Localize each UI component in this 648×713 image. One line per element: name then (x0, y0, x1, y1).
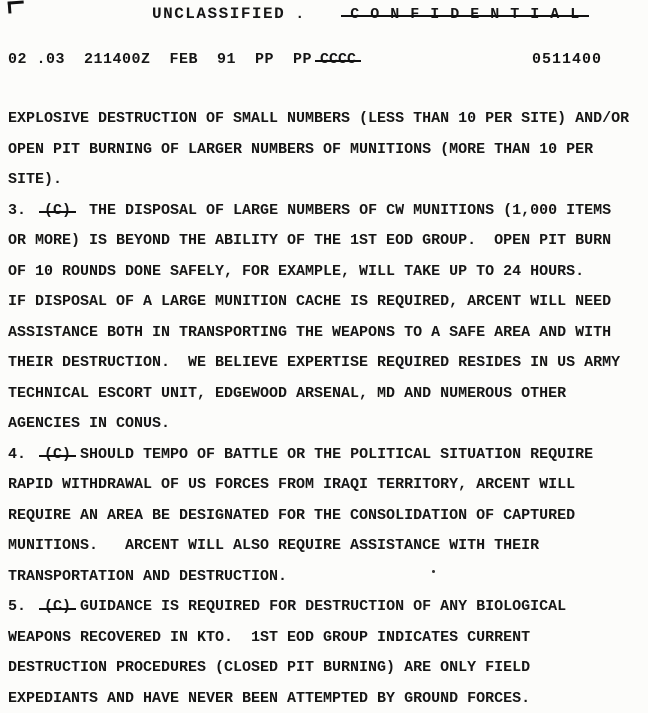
document-line (8, 592, 648, 623)
line-text: REQUIRE AN AREA BE DESIGNATED FOR THE CONSOLIDATION OF CAPTURED (8, 506, 576, 524)
line-text: OR MORE) IS BEYOND THE ABILITY OF THE 1ST EOD GROUP. OPEN PIT BURN (8, 232, 612, 249)
document-body (0, 104, 648, 713)
confidential-struck-label: C O N F I D E N T I A L (350, 6, 581, 23)
document-line (8, 623, 648, 654)
document-line (8, 318, 648, 349)
document-line (8, 135, 648, 166)
date-time-group: 02 .03 211400Z FEB 91 PP PP (8, 51, 313, 68)
line-text: SITE). (8, 171, 63, 188)
line-text: OPEN PIT BURNING OF LARGER NUMBERS OF MUNITIONS (MORE THAN 10 PER (8, 140, 594, 158)
document-line (8, 470, 648, 501)
document-line (8, 379, 648, 410)
line-text: EXPEDIANTS AND HAVE NEVER BEEN ATTEMPTED BY GROUND FORCES. (8, 689, 531, 707)
document-line (8, 409, 648, 440)
line-text: WEAPONS RECOVERED IN KTO. 1ST EOD GROUP INDICATES CURRENT (8, 628, 531, 646)
serial-number: 0511400 (531, 51, 602, 68)
line-text: EXPLOSIVE DESTRUCTION OF SMALL NUMBERS (LESS THAN 10 PER SITE) AND/OR (8, 110, 630, 127)
line-text: 4. (8, 445, 45, 463)
document-line (8, 165, 648, 196)
struck-classification-mark: (C) (44, 440, 71, 471)
line-text: TRANSPORTATION AND DESTRUCTION. (8, 567, 288, 585)
document-line (8, 653, 648, 684)
line-text: DESTRUCTION PROCEDURES (CLOSED PIT BURNING) ARE ONLY FIELD (8, 659, 531, 676)
line-text: SHOULD TEMPO OF BATTLE OR THE POLITICAL SITUATION REQUIRE (71, 445, 594, 463)
document-line (8, 562, 648, 593)
struck-routing-code: CCCC (320, 51, 357, 68)
unclassified-label: UNCLASSIFIED (152, 5, 286, 23)
document-line (8, 104, 648, 135)
struck-classification-mark: (C) (44, 196, 71, 227)
document-line (8, 348, 648, 379)
period-mark: . (295, 6, 305, 23)
struck-classification-mark: (C) (44, 592, 71, 623)
scan-speck (432, 570, 435, 573)
document-line (8, 684, 648, 713)
message-header-line (0, 51, 648, 71)
line-text: GUIDANCE IS REQUIRED FOR DESTRUCTION OF ANY BIOLOGICAL (71, 598, 567, 615)
document-line (8, 226, 648, 257)
document-line (8, 501, 648, 532)
line-text: TECHNICAL ESCORT UNIT, EDGEWOOD ARSENAL, MD AND NUMEROUS OTHER (8, 384, 567, 402)
line-text: ASSISTANCE BOTH IN TRANSPORTING THE WEAPONS TO A SAFE AREA AND WITH (8, 323, 612, 341)
line-text: 3. (8, 201, 45, 219)
scan-artifact (8, 0, 25, 13)
document-line (8, 287, 648, 318)
line-text: AGENCIES IN CONUS. (8, 415, 171, 432)
line-text: 5. (8, 598, 45, 615)
document-line (8, 531, 648, 562)
document-line (8, 440, 648, 471)
line-text: IF DISPOSAL OF A LARGE MUNITION CACHE IS REQUIRED, ARCENT WILL NEED (8, 293, 612, 310)
document-line (8, 196, 648, 227)
document-line (8, 257, 648, 288)
classification-header (0, 0, 648, 27)
line-text: THEIR DESTRUCTION. WE BELIEVE EXPERTISE REQUIRED RESIDES IN US ARMY (8, 354, 621, 371)
line-text: OF 10 ROUNDS DONE SAFELY, FOR EXAMPLE, WILL TAKE UP TO 24 HOURS. (8, 262, 585, 280)
line-text: RAPID WITHDRAWAL OF US FORCES FROM IRAQI TERRITORY, ARCENT WILL (8, 476, 576, 493)
line-text: THE DISPOSAL OF LARGE NUMBERS OF CW MUNITIONS (1,000 ITEMS (71, 201, 612, 219)
line-text: MUNITIONS. ARCENT WILL ALSO REQUIRE ASSISTANCE WITH THEIR (8, 537, 540, 554)
